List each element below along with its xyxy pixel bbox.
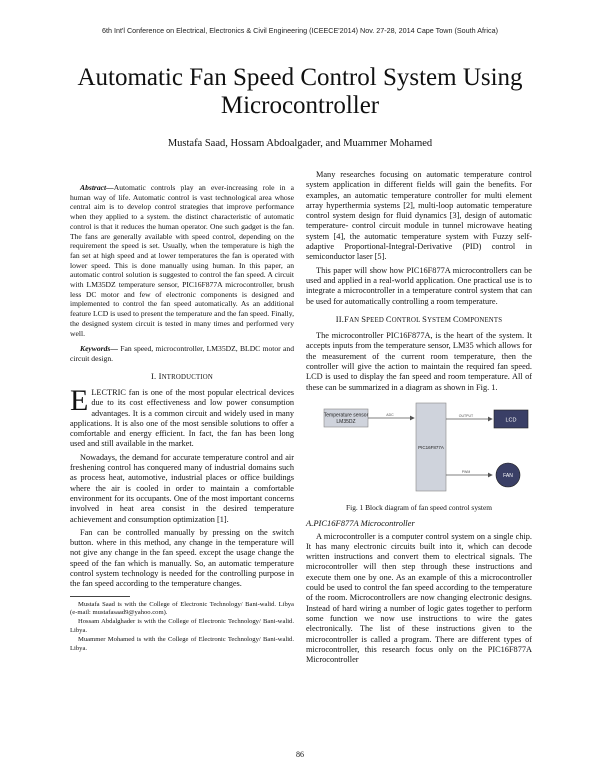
abstract-text: Automatic controls play an ever-increasing role in a human way of life. Automatic control is vast technological area whose central aim is to develop control strategies that improve performance when they applied to a system. the distinct characteristic of automatic control is that it reduces the human operator. One such gadget is the fan. The fans are generally available with speed control, depending on the requirement the speed is set. Usually, when the temperature is high the fan set at high speed and at lower temperatures the fan is operated with lower speed. This is done manually using human. In this paper, an automatic control solution is suggested to control the fan speed. A circuit with LM35DZ temperature sensor, PIC16F877A microcontroller, brush less DC motor and few of electronic components is designed and implemented to control the fan speed automatically. As an additional feature LCD is used to present the temperature and the fan speed. Finally, the designed system circuit is tested in many times and performed very well. [70, 183, 294, 338]
footnote: Muammer Mohamed is with the College of Electronic Technology/ Bani-walid. Libya. [70, 636, 294, 652]
pic-paragraph: A microcontroller is a computer control system on a single chip. It has many electronic circuits built into it, which can decode written instructions and convert them to electrical signals. The microcontroller will then step through these instructions and execute them one by one. As an example of this a microcontroller could be used to control the fan speed according to the temperature of the room. Microcontrollers are now changing electronic designs. Instead of hard wiring a number of logic gates together to perform some function we now use instructions to wire the gates electronically. The list of these instructions given to the microcontroller is called a program. There are different types of microcontroller, this research focus only on the PIC16F877A Microcontroller [306, 531, 532, 665]
lcd-label: LCD [505, 417, 517, 424]
sensor-label-line1: Temperature sensor [323, 412, 369, 419]
abstract: Abstract—Automatic controls play an ever-increasing role in a human way of life. Automatic control is vast technological area whose central aim is to develop control strategies that improve performance when they applied to a system. the distinct characteristic of automatic control is that it reduces the human operator. One such gadget is the fan. The fans are generally available with speed control, depending on the requirement the speed is set. Usually, when the temperature is high the fan set at high speed and at lower temperatures the fan is operated with lower speed. This is done manually using human. In this paper, an automatic control solution is suggested to control the fan speed. A circuit with LM35DZ temperature sensor, PIC16F877A microcontroller, brush less DC motor and few of electronic components is designed and implemented to control the fan speed automatically. As an additional feature LCD is used to present the temperature and the fan speed. Finally, the designed system circuit is tested in many times and performed very well. [70, 183, 294, 338]
intro-paragraph-2: Nowadays, the demand for accurate temperature control and air freshening control has conquered many of industrial domains such as process heat, automotive, industrial places or office buildings where the air is cooled in order to maintain a comfortable environment for its occupants. One of the most important concerns involved in heat area consist in the desired temperature achievement and consumption optimization [1]. [70, 452, 294, 524]
paper-title: Automatic Fan Speed Control System Using Microcontroller [77, 64, 523, 119]
pwm-label: PWM [461, 469, 471, 474]
footnote: Hossam Abdalghader is with the College of Electronic Technology/ Bani-walid. Libya. [70, 618, 294, 634]
footnotes [70, 601, 294, 653]
block-diagram-figure [306, 399, 532, 499]
sensor-label-line2: LM35DZ [336, 418, 356, 425]
right-paragraph-2: This paper will show how PIC16F877A microcontrollers can be used and applied in a real-world application. One practical use is to integrate a microcontroller in a temperature control system that can be used for automatically controlling a room temperature. [306, 265, 532, 306]
abstract-label: Abstract [80, 183, 107, 192]
page-number: 86 [296, 750, 304, 759]
keywords [70, 344, 294, 363]
footnote-divider [70, 596, 130, 597]
block-diagram [306, 399, 532, 499]
section-heading-introduction: I. INTRODUCTION [150, 370, 213, 381]
adc-label: ADC [386, 412, 394, 417]
mcu-label: PIC16F877A [418, 444, 444, 450]
intro-paragraph-1: ELECTRIC fan is one of the most popular electrical devices due to its cost effectiveness and low power consumption advantages. It is a common circuit and widely used in many applications. It is also one of the most sensible solutions to offer a comfortable and energy efficient. In fact, the fan has been long used and still available in the market. [70, 383, 294, 449]
keywords-text: Fan speed, microcontroller, LM35DZ, BLDC motor and circuit design. [70, 344, 294, 363]
paper-authors: Mustafa Saad, Hossam Abdoalgader, and Muammer Mohamed [167, 138, 433, 149]
output-label: OUTPUT [458, 413, 474, 418]
right-column [306, 170, 532, 668]
right-paragraph-1: Many researches focusing on automatic temperature control system application in different fields will gain the benefits. For examples, an automatic temperature controller for multi element array hyperthermia systems [2], multi-loop automatic temperature control system design for fluid dynamics [3], design of automatic temperature- control circuit module in tunnel microwave heating system [4], the automatic temperature system with Fuzzy self-adaptive Proportional-Integral-Derivative (PID) control in semiconductor laser [5]. [306, 170, 532, 262]
drop-cap: E [70, 383, 89, 417]
intro-paragraph-3: Fan can be controlled manually by pressing on the switch button. where in this method, any change in the temperature will not give any change in the fan speed. except the usage change the speed of the fan which is manually. So, an automatic temperature control system technology is needed for the controlling purpose in the fan speed according to the temperature changes. [70, 527, 294, 589]
conference-header: 6th Int'l Conference on Electrical, Electronics & Civil Engineering (ICEECE'2014) Nov. 27-28, 2014 Cape Town (South Africa) [102, 26, 498, 35]
section-heading-components: II.FAN SPEED CONTROL SYSTEM COMPONENTS [335, 313, 503, 324]
footnote: Mustafa Saad is with the College of Electronic Technology/ Bani-walid. Libya (e-mail: mustafasaad9@yahoo.com). [70, 600, 294, 616]
subsection-heading-pic: A.PIC16F877A Microcontroller [306, 518, 415, 529]
keywords-label: Keywords— [80, 344, 118, 354]
components-paragraph: The microcontroller PIC16F877A, is the heart of the system. It accepts inputs from the temperature sensor, LM35 which allows for the measurement of the current room temperature, then the controller will give the action to maintain the required fan speed. LCD is used to display the fan speed and room temperature. All of these can be summarized in a diagram as shown in Fig. 1. [306, 331, 532, 392]
fan-label: FAN [503, 472, 513, 479]
left-column [70, 183, 294, 654]
figure-caption: Fig. 1 Block diagram of fan speed control system [346, 502, 492, 512]
